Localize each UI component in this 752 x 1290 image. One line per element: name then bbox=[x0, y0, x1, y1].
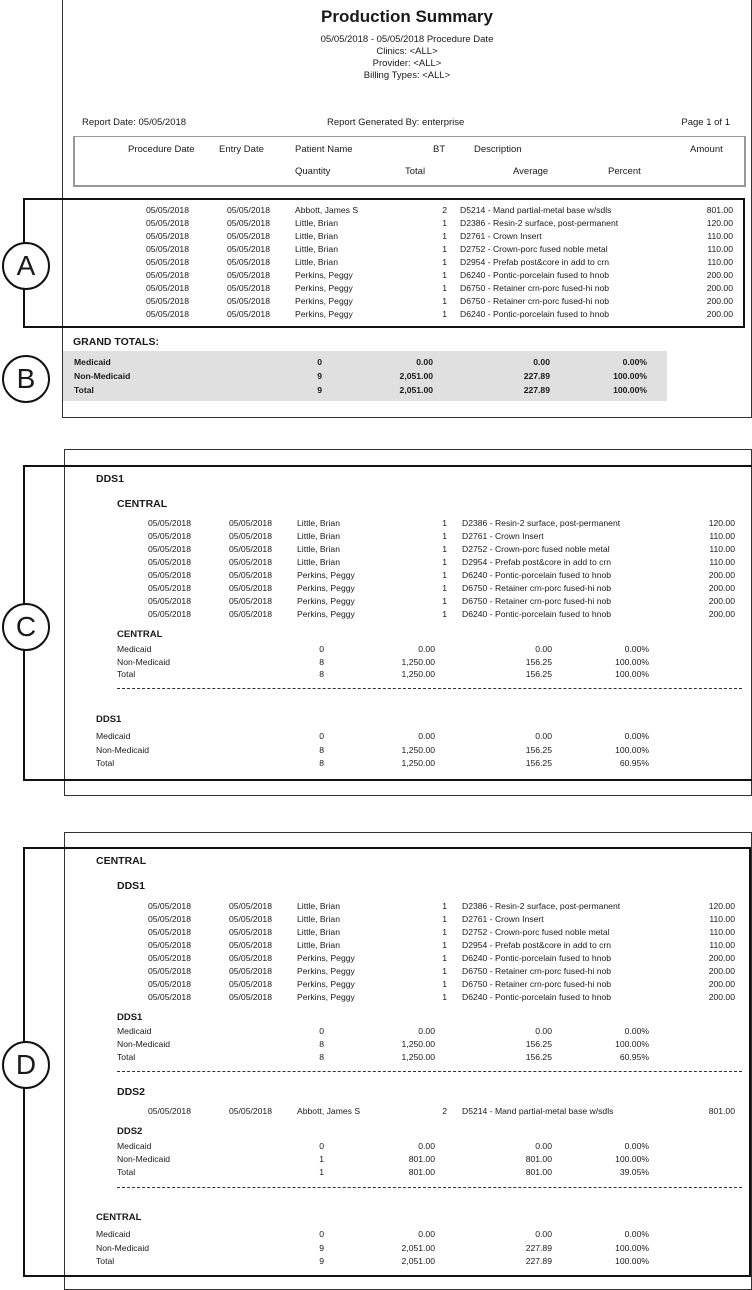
subtotal-label: Total bbox=[96, 1256, 115, 1266]
cell-amount: 200.00 bbox=[706, 296, 733, 306]
subtotal-quantity: 0 bbox=[319, 1229, 324, 1239]
cell-entry-date: 05/05/2018 bbox=[228, 1106, 272, 1116]
cell-patient-name: Perkins, Peggy bbox=[297, 953, 355, 963]
subtotal-average: 156.25 bbox=[525, 1039, 552, 1049]
subtotal-total: 2,051.00 bbox=[399, 371, 433, 381]
subtotal-total: 0.00 bbox=[416, 357, 433, 367]
cell-entry-date: 05/05/2018 bbox=[226, 283, 270, 293]
cell-description: D2954 - Prefab post&core in add to crn bbox=[460, 257, 610, 267]
cell-amount: 110.00 bbox=[709, 914, 735, 924]
cell-description: D6240 - Pontic-porcelain fused to hnob bbox=[462, 609, 612, 619]
cell-bt: 1 bbox=[442, 231, 447, 241]
cell-entry-date: 05/05/2018 bbox=[226, 296, 270, 306]
cell-procedure-date: 05/05/2018 bbox=[147, 1106, 191, 1116]
subtotal-label: Non-Medicaid bbox=[117, 656, 171, 667]
cell-bt: 1 bbox=[442, 531, 447, 541]
cell-procedure-date: 05/05/2018 bbox=[147, 979, 191, 989]
subtotal-percent: 0.00% bbox=[624, 1141, 649, 1151]
subtotal-average: 227.89 bbox=[523, 371, 550, 381]
report-title: Production Summary bbox=[321, 7, 493, 26]
cell-description: D2954 - Prefab post&core in add to crn bbox=[462, 557, 612, 567]
cell-patient-name: Little, Brian bbox=[297, 914, 340, 924]
subtotal-quantity: 0 bbox=[317, 357, 322, 367]
col-description: Description bbox=[474, 144, 522, 155]
subtotal-label: Non-Medicaid bbox=[74, 371, 131, 381]
cell-procedure-date: 05/05/2018 bbox=[147, 992, 191, 1002]
subtotal-percent: 0.00% bbox=[624, 1229, 649, 1239]
cell-bt: 1 bbox=[442, 953, 447, 963]
col-patient-name: Patient Name bbox=[295, 144, 353, 155]
cell-description: D6750 - Retainer crn-porc fused-hi nob bbox=[462, 596, 612, 606]
cell-patient-name: Little, Brian bbox=[297, 544, 340, 554]
subtotal-quantity: 8 bbox=[319, 669, 324, 679]
cell-amount: 110.00 bbox=[709, 531, 735, 541]
cell-procedure-date: 05/05/2018 bbox=[147, 570, 191, 580]
cell-bt: 1 bbox=[442, 940, 447, 950]
cell-amount: 120.00 bbox=[708, 518, 735, 528]
cell-description: D2752 - Crown-porc fused noble metal bbox=[460, 244, 608, 254]
cell-amount: 110.00 bbox=[707, 257, 733, 267]
cell-bt: 1 bbox=[442, 992, 447, 1002]
subtotal-total: 801.00 bbox=[408, 1154, 435, 1164]
cell-patient-name: Perkins, Peggy bbox=[295, 309, 353, 319]
cell-description: D2954 - Prefab post&core in add to crn bbox=[462, 940, 612, 950]
cell-amount: 110.00 bbox=[709, 927, 735, 937]
subtotal-total: 1,250.00 bbox=[401, 744, 435, 755]
separator-line bbox=[117, 1071, 742, 1072]
cell-patient-name: Little, Brian bbox=[295, 257, 338, 267]
cell-bt: 1 bbox=[442, 979, 447, 989]
cell-patient-name: Perkins, Peggy bbox=[297, 966, 355, 976]
cell-bt: 1 bbox=[442, 570, 447, 580]
cell-patient-name: Little, Brian bbox=[297, 531, 340, 541]
subtotal-average: 0.00 bbox=[535, 1026, 552, 1036]
cell-amount: 110.00 bbox=[709, 940, 735, 950]
cell-entry-date: 05/05/2018 bbox=[228, 966, 272, 976]
subtotal-quantity: 8 bbox=[319, 758, 324, 768]
cell-description: D6240 - Pontic-porcelain fused to hnob bbox=[460, 270, 610, 280]
cell-patient-name: Perkins, Peggy bbox=[297, 609, 355, 619]
cell-entry-date: 05/05/2018 bbox=[228, 583, 272, 593]
subtotal-percent: 0.00% bbox=[624, 644, 649, 654]
col-bt: BT bbox=[433, 144, 446, 155]
cell-procedure-date: 05/05/2018 bbox=[145, 218, 189, 228]
cell-procedure-date: 05/05/2018 bbox=[147, 927, 191, 937]
callout-label-b: B bbox=[2, 355, 50, 403]
cell-description: D5214 - Mand partial-metal base w/sdls bbox=[460, 205, 612, 215]
col-amount: Amount bbox=[690, 144, 723, 155]
subtotal-label: Total bbox=[117, 669, 136, 679]
subtotal-percent: 100.00% bbox=[615, 744, 649, 755]
cell-patient-name: Little, Brian bbox=[295, 244, 338, 254]
subtotal-total: 2,051.00 bbox=[401, 1242, 435, 1253]
cell-bt: 1 bbox=[442, 901, 447, 911]
subtotal-percent: 60.95% bbox=[619, 1052, 649, 1062]
cell-amount: 200.00 bbox=[708, 583, 735, 593]
cell-entry-date: 05/05/2018 bbox=[228, 531, 272, 541]
cell-procedure-date: 05/05/2018 bbox=[145, 309, 189, 319]
cell-amount: 200.00 bbox=[706, 309, 733, 319]
subtotal-percent: 100.00% bbox=[615, 1242, 649, 1253]
cell-description: D6750 - Retainer crn-porc fused-hi nob bbox=[462, 966, 612, 976]
cell-description: D6240 - Pontic-porcelain fused to hnob bbox=[462, 570, 612, 580]
subtotal-quantity: 9 bbox=[319, 1242, 324, 1253]
subtotal-label: Non-Medicaid bbox=[96, 1242, 150, 1253]
subtotal-label: Medicaid bbox=[74, 357, 111, 367]
cell-amount: 110.00 bbox=[707, 244, 733, 254]
cell-amount: 200.00 bbox=[708, 966, 735, 976]
cell-entry-date: 05/05/2018 bbox=[226, 218, 270, 228]
subtotal-label: Non-Medicaid bbox=[96, 744, 150, 755]
cell-procedure-date: 05/05/2018 bbox=[147, 557, 191, 567]
subtotal-total: 0.00 bbox=[418, 731, 435, 741]
subtotal-total: 0.00 bbox=[418, 1026, 435, 1036]
subtotal-label: Total bbox=[117, 1167, 136, 1177]
subtotal-average: 156.25 bbox=[525, 758, 552, 768]
cell-description: D5214 - Mand partial-metal base w/sdls bbox=[462, 1106, 614, 1116]
subtotal-average: 227.89 bbox=[523, 385, 550, 395]
provider-header-dds1-d: DDS1 bbox=[117, 880, 146, 892]
cell-bt: 1 bbox=[442, 583, 447, 593]
cell-entry-date: 05/05/2018 bbox=[226, 244, 270, 254]
cell-entry-date: 05/05/2018 bbox=[228, 557, 272, 567]
cell-patient-name: Perkins, Peggy bbox=[297, 570, 355, 580]
separator-line bbox=[117, 688, 742, 689]
callout-label-c: C bbox=[2, 603, 50, 651]
cell-procedure-date: 05/05/2018 bbox=[147, 596, 191, 606]
cell-patient-name: Perkins, Peggy bbox=[297, 992, 355, 1002]
cell-entry-date: 05/05/2018 bbox=[228, 914, 272, 924]
subtotal-total: 1,250.00 bbox=[401, 1052, 435, 1062]
subtotal-quantity: 8 bbox=[319, 1039, 324, 1049]
cell-patient-name: Perkins, Peggy bbox=[297, 596, 355, 606]
cell-patient-name: Abbott, James S bbox=[295, 205, 359, 215]
cell-bt: 1 bbox=[442, 557, 447, 567]
subtotal-percent: 100.00% bbox=[615, 1154, 649, 1164]
cell-bt: 2 bbox=[442, 205, 447, 215]
cell-patient-name: Little, Brian bbox=[295, 231, 338, 241]
cell-amount: 801.00 bbox=[706, 205, 733, 215]
subtotal-quantity: 1 bbox=[319, 1154, 324, 1164]
subtotal-percent: 100.00% bbox=[615, 1256, 649, 1266]
cell-bt: 1 bbox=[442, 914, 447, 924]
cell-entry-date: 05/05/2018 bbox=[226, 257, 270, 267]
cell-patient-name: Little, Brian bbox=[297, 557, 340, 567]
cell-amount: 110.00 bbox=[709, 544, 735, 554]
cell-bt: 1 bbox=[442, 609, 447, 619]
cell-procedure-date: 05/05/2018 bbox=[145, 296, 189, 306]
subtotal-percent: 60.95% bbox=[619, 758, 649, 768]
cell-description: D6750 - Retainer crn-porc fused-hi nob bbox=[462, 979, 612, 989]
report-clinics-filter: Clinics: <ALL> bbox=[376, 46, 438, 57]
cell-bt: 1 bbox=[442, 518, 447, 528]
subtotal-quantity: 1 bbox=[319, 1167, 324, 1177]
cell-amount: 200.00 bbox=[706, 283, 733, 293]
subtotal-total: 0.00 bbox=[418, 1229, 435, 1239]
cell-patient-name: Abbott, James S bbox=[297, 1106, 361, 1116]
cell-procedure-date: 05/05/2018 bbox=[147, 966, 191, 976]
cell-amount: 200.00 bbox=[706, 270, 733, 280]
subtotal-percent: 100.00% bbox=[613, 371, 647, 381]
subtotal-average: 0.00 bbox=[535, 1229, 552, 1239]
subtotal-percent: 39.05% bbox=[619, 1167, 649, 1177]
cell-bt: 1 bbox=[442, 309, 447, 319]
cell-procedure-date: 05/05/2018 bbox=[147, 901, 191, 911]
subtotal-quantity: 8 bbox=[319, 1052, 324, 1062]
subtotal-label: Medicaid bbox=[117, 644, 152, 654]
cell-bt: 1 bbox=[442, 544, 447, 554]
cell-entry-date: 05/05/2018 bbox=[228, 596, 272, 606]
provider-subtotal-title: DDS1 bbox=[96, 714, 122, 725]
subtotal-quantity: 0 bbox=[319, 731, 324, 741]
page-number: Page 1 of 1 bbox=[681, 117, 730, 128]
cell-bt: 2 bbox=[442, 1106, 447, 1116]
report-date: Report Date: 05/05/2018 bbox=[82, 117, 187, 128]
subtotal-average: 156.25 bbox=[525, 669, 552, 679]
cell-patient-name: Little, Brian bbox=[297, 901, 340, 911]
cell-entry-date: 05/05/2018 bbox=[228, 901, 272, 911]
cell-entry-date: 05/05/2018 bbox=[226, 270, 270, 280]
subtotal-average: 801.00 bbox=[525, 1154, 552, 1164]
cell-description: D6240 - Pontic-porcelain fused to hnob bbox=[462, 992, 612, 1002]
cell-bt: 1 bbox=[442, 296, 447, 306]
cell-entry-date: 05/05/2018 bbox=[228, 570, 272, 580]
cell-amount: 200.00 bbox=[708, 596, 735, 606]
clinic-header-central: CENTRAL bbox=[117, 498, 168, 510]
cell-description: D2386 - Resin-2 surface, post-permanent bbox=[462, 518, 621, 528]
subtotal-label: Total bbox=[117, 1052, 136, 1062]
cell-bt: 1 bbox=[442, 927, 447, 937]
subtotal-average: 0.00 bbox=[533, 357, 550, 367]
col-procedure-date: Procedure Date bbox=[128, 144, 195, 155]
subtotal-label: Total bbox=[74, 385, 94, 395]
col-total: Total bbox=[405, 166, 426, 177]
subtotal-label: Medicaid bbox=[117, 1141, 152, 1151]
cell-description: D6750 - Retainer crn-porc fused-hi nob bbox=[460, 296, 610, 306]
subtotal-percent: 100.00% bbox=[615, 669, 649, 679]
col-entry-date: Entry Date bbox=[219, 144, 264, 155]
cell-entry-date: 05/05/2018 bbox=[228, 609, 272, 619]
report-provider-filter: Provider: <ALL> bbox=[372, 58, 442, 69]
cell-description: D2761 - Crown Insert bbox=[460, 231, 542, 241]
cell-amount: 110.00 bbox=[707, 231, 733, 241]
subtotal-average: 227.89 bbox=[525, 1242, 552, 1253]
cell-patient-name: Perkins, Peggy bbox=[295, 296, 353, 306]
clinic-header-central-d: CENTRAL bbox=[96, 855, 147, 867]
subtotal-title-dds1-d: DDS1 bbox=[117, 1012, 143, 1023]
separator-line bbox=[117, 1187, 742, 1188]
subtotal-quantity: 9 bbox=[317, 385, 322, 395]
cell-procedure-date: 05/05/2018 bbox=[147, 609, 191, 619]
subtotal-label: Non-Medicaid bbox=[117, 1154, 171, 1164]
cell-description: D6240 - Pontic-porcelain fused to hnob bbox=[460, 309, 610, 319]
cell-entry-date: 05/05/2018 bbox=[228, 544, 272, 554]
cell-description: D6750 - Retainer crn-porc fused-hi nob bbox=[462, 583, 612, 593]
cell-procedure-date: 05/05/2018 bbox=[145, 270, 189, 280]
cell-procedure-date: 05/05/2018 bbox=[147, 583, 191, 593]
cell-procedure-date: 05/05/2018 bbox=[145, 283, 189, 293]
cell-entry-date: 05/05/2018 bbox=[228, 940, 272, 950]
cell-bt: 1 bbox=[442, 270, 447, 280]
cell-bt: 1 bbox=[442, 966, 447, 976]
subtotal-total: 1,250.00 bbox=[401, 758, 435, 768]
cell-patient-name: Perkins, Peggy bbox=[297, 583, 355, 593]
cell-procedure-date: 05/05/2018 bbox=[147, 531, 191, 541]
subtotal-average: 0.00 bbox=[535, 644, 552, 654]
cell-bt: 1 bbox=[442, 257, 447, 267]
subtotal-quantity: 9 bbox=[317, 371, 322, 381]
subtotal-percent: 100.00% bbox=[615, 1039, 649, 1049]
subtotal-quantity: 0 bbox=[319, 644, 324, 654]
subtotal-quantity: 8 bbox=[319, 656, 324, 667]
subtotal-total: 0.00 bbox=[418, 1141, 435, 1151]
subtotal-average: 227.89 bbox=[525, 1256, 552, 1266]
cell-amount: 110.00 bbox=[709, 557, 735, 567]
cell-patient-name: Perkins, Peggy bbox=[297, 979, 355, 989]
col-average: Average bbox=[513, 166, 549, 177]
cell-entry-date: 05/05/2018 bbox=[226, 309, 270, 319]
col-percent: Percent bbox=[608, 166, 641, 177]
subtotal-label: Medicaid bbox=[117, 1026, 152, 1036]
subtotal-total: 1,250.00 bbox=[401, 1039, 435, 1049]
callout-label-a: A bbox=[2, 242, 50, 290]
cell-procedure-date: 05/05/2018 bbox=[147, 953, 191, 963]
cell-entry-date: 05/05/2018 bbox=[226, 231, 270, 241]
subtotal-label: Medicaid bbox=[96, 1229, 131, 1239]
cell-amount: 801.00 bbox=[708, 1106, 735, 1116]
subtotal-quantity: 8 bbox=[319, 744, 324, 755]
cell-amount: 200.00 bbox=[708, 953, 735, 963]
subtotal-label: Medicaid bbox=[96, 731, 131, 741]
clinic-subtotal-title: CENTRAL bbox=[117, 629, 163, 640]
cell-description: D2752 - Crown-porc fused noble metal bbox=[462, 927, 610, 937]
subtotal-quantity: 0 bbox=[319, 1026, 324, 1036]
cell-description: D2752 - Crown-porc fused noble metal bbox=[462, 544, 610, 554]
cell-amount: 200.00 bbox=[708, 992, 735, 1002]
cell-procedure-date: 05/05/2018 bbox=[145, 257, 189, 267]
cell-bt: 1 bbox=[442, 218, 447, 228]
subtotal-percent: 0.00% bbox=[624, 1026, 649, 1036]
cell-procedure-date: 05/05/2018 bbox=[147, 940, 191, 950]
cell-amount: 200.00 bbox=[708, 609, 735, 619]
cell-description: D2761 - Crown Insert bbox=[462, 914, 544, 924]
subtotal-title-dds2-d: DDS2 bbox=[117, 1126, 143, 1137]
subtotal-total: 2,051.00 bbox=[399, 385, 433, 395]
subtotal-percent: 100.00% bbox=[615, 656, 649, 667]
subtotal-average: 0.00 bbox=[535, 1141, 552, 1151]
subtotal-total: 0.00 bbox=[418, 644, 435, 654]
report-billing-filter: Billing Types: <ALL> bbox=[363, 70, 451, 81]
cell-description: D2386 - Resin-2 surface, post-permanent bbox=[462, 901, 621, 911]
cell-entry-date: 05/05/2018 bbox=[226, 205, 270, 215]
cell-procedure-date: 05/05/2018 bbox=[145, 231, 189, 241]
cell-amount: 200.00 bbox=[708, 570, 735, 580]
cell-procedure-date: 05/05/2018 bbox=[145, 244, 189, 254]
cell-entry-date: 05/05/2018 bbox=[228, 979, 272, 989]
subtotal-average: 156.25 bbox=[525, 744, 552, 755]
cell-amount: 120.00 bbox=[708, 901, 735, 911]
cell-description: D6240 - Pontic-porcelain fused to hnob bbox=[462, 953, 612, 963]
subtotal-percent: 0.00% bbox=[622, 357, 647, 367]
col-quantity: Quantity bbox=[295, 166, 331, 177]
subtotal-percent: 0.00% bbox=[624, 731, 649, 741]
report-date-range: 05/05/2018 - 05/05/2018 Procedure Date bbox=[320, 34, 494, 45]
cell-bt: 1 bbox=[442, 244, 447, 254]
cell-description: D2761 - Crown Insert bbox=[462, 531, 544, 541]
cell-entry-date: 05/05/2018 bbox=[228, 927, 272, 937]
provider-header-dds1: DDS1 bbox=[96, 473, 125, 485]
cell-patient-name: Perkins, Peggy bbox=[295, 270, 353, 280]
subtotal-label: Non-Medicaid bbox=[117, 1039, 171, 1049]
cell-amount: 120.00 bbox=[706, 218, 733, 228]
subtotal-average: 801.00 bbox=[525, 1167, 552, 1177]
cell-patient-name: Little, Brian bbox=[295, 218, 338, 228]
provider-header-dds2-d: DDS2 bbox=[117, 1086, 146, 1098]
cell-patient-name: Little, Brian bbox=[297, 927, 340, 937]
cell-patient-name: Little, Brian bbox=[297, 940, 340, 950]
cell-bt: 1 bbox=[442, 596, 447, 606]
cell-entry-date: 05/05/2018 bbox=[228, 518, 272, 528]
cell-procedure-date: 05/05/2018 bbox=[147, 914, 191, 924]
subtotal-quantity: 0 bbox=[319, 1141, 324, 1151]
cell-entry-date: 05/05/2018 bbox=[228, 953, 272, 963]
cell-description: D6750 - Retainer crn-porc fused-hi nob bbox=[460, 283, 610, 293]
cell-bt: 1 bbox=[442, 283, 447, 293]
subtotal-average: 156.25 bbox=[525, 1052, 552, 1062]
cell-patient-name: Little, Brian bbox=[297, 518, 340, 528]
cell-procedure-date: 05/05/2018 bbox=[147, 544, 191, 554]
callout-label-d: D bbox=[2, 1041, 50, 1089]
subtotal-quantity: 9 bbox=[319, 1256, 324, 1266]
report-generated-by: Report Generated By: enterprise bbox=[327, 117, 465, 128]
subtotal-total: 2,051.00 bbox=[401, 1256, 435, 1266]
cell-procedure-date: 05/05/2018 bbox=[147, 518, 191, 528]
cell-patient-name: Perkins, Peggy bbox=[295, 283, 353, 293]
cell-description: D2386 - Resin-2 surface, post-permanent bbox=[460, 218, 619, 228]
subtotal-total: 1,250.00 bbox=[401, 669, 435, 679]
clinic-total-title-d: CENTRAL bbox=[96, 1212, 142, 1223]
subtotal-average: 0.00 bbox=[535, 731, 552, 741]
cell-procedure-date: 05/05/2018 bbox=[145, 205, 189, 215]
subtotal-total: 801.00 bbox=[408, 1167, 435, 1177]
subtotal-average: 156.25 bbox=[525, 656, 552, 667]
cell-entry-date: 05/05/2018 bbox=[228, 992, 272, 1002]
grand-totals-title: GRAND TOTALS: bbox=[73, 336, 159, 348]
subtotal-label: Total bbox=[96, 758, 115, 768]
cell-amount: 200.00 bbox=[708, 979, 735, 989]
subtotal-total: 1,250.00 bbox=[401, 656, 435, 667]
subtotal-percent: 100.00% bbox=[613, 385, 647, 395]
